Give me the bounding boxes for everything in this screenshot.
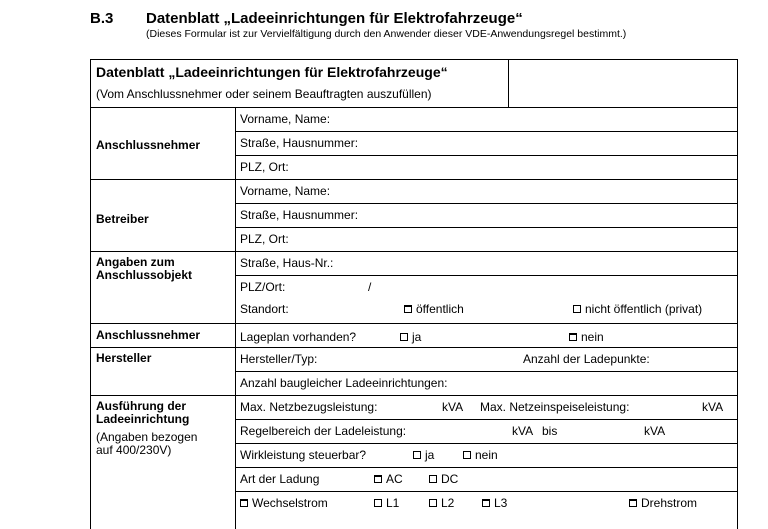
anschlussnehmer-street-field[interactable]: Straße, Hausnummer:: [240, 136, 359, 150]
art-der-ladung-label: Art der Ladung: [240, 472, 320, 486]
checkbox-icon[interactable]: [463, 451, 471, 459]
checkbox-icon[interactable]: [413, 451, 421, 459]
grid-line: [90, 347, 738, 348]
hersteller-typ-field[interactable]: Hersteller/Typ:: [240, 352, 318, 366]
netzeinspeise-field[interactable]: Max. Netzeinspeiseleistung:: [480, 400, 630, 414]
form-title-blank-field[interactable]: [509, 60, 737, 107]
checkbox-icon[interactable]: [569, 333, 577, 341]
objekt-plz-separator: /: [368, 280, 372, 294]
phase-l1-option[interactable]: L1: [374, 497, 399, 509]
checkbox-icon[interactable]: [374, 475, 382, 483]
grid-line: [235, 107, 236, 529]
grid-line: [235, 227, 738, 228]
betreiber-label: Betreiber: [96, 212, 149, 226]
checkbox-icon[interactable]: [404, 305, 412, 313]
grid-line: [235, 443, 738, 444]
datasheet-form: [90, 59, 738, 529]
checkbox-icon[interactable]: [240, 499, 248, 507]
section-header: [90, 10, 626, 40]
netzeinspeise-unit: kVA: [702, 400, 724, 414]
regelbereich-bis: bis: [542, 424, 558, 438]
objekt-street-field[interactable]: Straße, Haus-Nr.:: [240, 256, 334, 270]
ausfuehrung-note-line2: auf 400/230V): [96, 443, 172, 457]
ausfuehrung-label-line1: Ausführung der: [96, 399, 186, 413]
form-title: Datenblatt „Ladeeinrichtungen für Elektrofahrzeuge“: [96, 64, 448, 80]
grid-line: [90, 395, 738, 396]
regelbereich-field[interactable]: Regelbereich der Ladeleistung:: [240, 424, 407, 438]
section-note: (Dieses Formular ist zur Vervielfältigung durch den Anwender dieser VDE-Anwendungsregel bestimmt.): [146, 28, 627, 40]
ladepunkte-field[interactable]: Anzahl der Ladepunkte:: [523, 352, 650, 366]
betreiber-name-field[interactable]: Vorname, Name:: [240, 184, 331, 198]
wechselstrom-option[interactable]: Wechselstrom: [240, 497, 328, 509]
checkbox-icon[interactable]: [374, 499, 382, 507]
grid-line: [235, 275, 738, 276]
lageplan-row-label: Anschlussnehmer: [96, 328, 201, 342]
wirkleistung-nein-option[interactable]: nein: [463, 449, 498, 461]
ausfuehrung-note-line1: (Angaben bezogen: [96, 430, 198, 444]
grid-line: [90, 251, 738, 252]
betreiber-street-field[interactable]: Straße, Hausnummer:: [240, 208, 359, 222]
lageplan-ja-option[interactable]: ja: [400, 331, 421, 343]
checkbox-icon[interactable]: [429, 499, 437, 507]
netzbezug-unit: kVA: [442, 400, 464, 414]
checkbox-icon[interactable]: [573, 305, 581, 313]
grid-line: [235, 491, 738, 492]
objekt-label-line1: Angaben zum: [96, 255, 175, 269]
standort-label: Standort:: [240, 302, 289, 316]
section-title: Datenblatt „Ladeeinrichtungen für Elektrofahrzeuge“: [146, 10, 523, 27]
wirkleistung-question: Wirkleistung steuerbar?: [240, 448, 367, 462]
grid-line: [737, 59, 738, 529]
objekt-label-line2: Anschlussobjekt: [96, 268, 193, 282]
ausfuehrung-label-line2: Ladeeinrichtung: [96, 412, 190, 426]
grid-line: [235, 203, 738, 204]
anschlussnehmer-name-field[interactable]: Vorname, Name:: [240, 112, 331, 126]
checkbox-icon[interactable]: [482, 499, 490, 507]
grid-line: [235, 131, 738, 132]
wirkleistung-ja-option[interactable]: ja: [413, 449, 434, 461]
lageplan-nein-option[interactable]: nein: [569, 331, 604, 343]
grid-line: [90, 323, 738, 324]
phase-l3-option[interactable]: L3: [482, 497, 507, 509]
standort-privat-option[interactable]: nicht öffentlich (privat): [573, 303, 702, 315]
standort-oeffentlich-option[interactable]: öffentlich: [404, 303, 464, 315]
hersteller-label: Hersteller: [96, 351, 152, 365]
checkbox-icon[interactable]: [400, 333, 408, 341]
form-subtitle: (Vom Anschlussnehmer oder seinem Beauftragten auszufüllen): [96, 87, 432, 101]
ladung-dc-option[interactable]: DC: [429, 473, 458, 485]
section-number: B.3: [90, 10, 114, 27]
regelbereich-unit-min: kVA: [512, 424, 534, 438]
grid-line: [235, 371, 738, 372]
drehstrom-option[interactable]: Drehstrom: [629, 497, 697, 509]
baugleich-field[interactable]: Anzahl baugleicher Ladeeinrichtungen:: [240, 376, 448, 390]
anschlussnehmer-label: Anschlussnehmer: [96, 138, 201, 152]
netzbezug-field[interactable]: Max. Netzbezugsleistung:: [240, 400, 378, 414]
grid-line: [235, 467, 738, 468]
grid-line: [235, 155, 738, 156]
ladung-ac-option[interactable]: AC: [374, 473, 403, 485]
grid-line: [90, 107, 738, 108]
grid-line: [90, 179, 738, 180]
betreiber-city-field[interactable]: PLZ, Ort:: [240, 232, 289, 246]
phase-l2-option[interactable]: L2: [429, 497, 454, 509]
objekt-plz-ort-field[interactable]: PLZ/Ort:: [240, 280, 286, 294]
lageplan-question: Lageplan vorhanden?: [240, 330, 357, 344]
regelbereich-unit-max: kVA: [644, 424, 666, 438]
anschlussnehmer-city-field[interactable]: PLZ, Ort:: [240, 160, 289, 174]
checkbox-icon[interactable]: [429, 475, 437, 483]
grid-line: [90, 59, 91, 529]
grid-line: [235, 419, 738, 420]
checkbox-icon[interactable]: [629, 499, 637, 507]
